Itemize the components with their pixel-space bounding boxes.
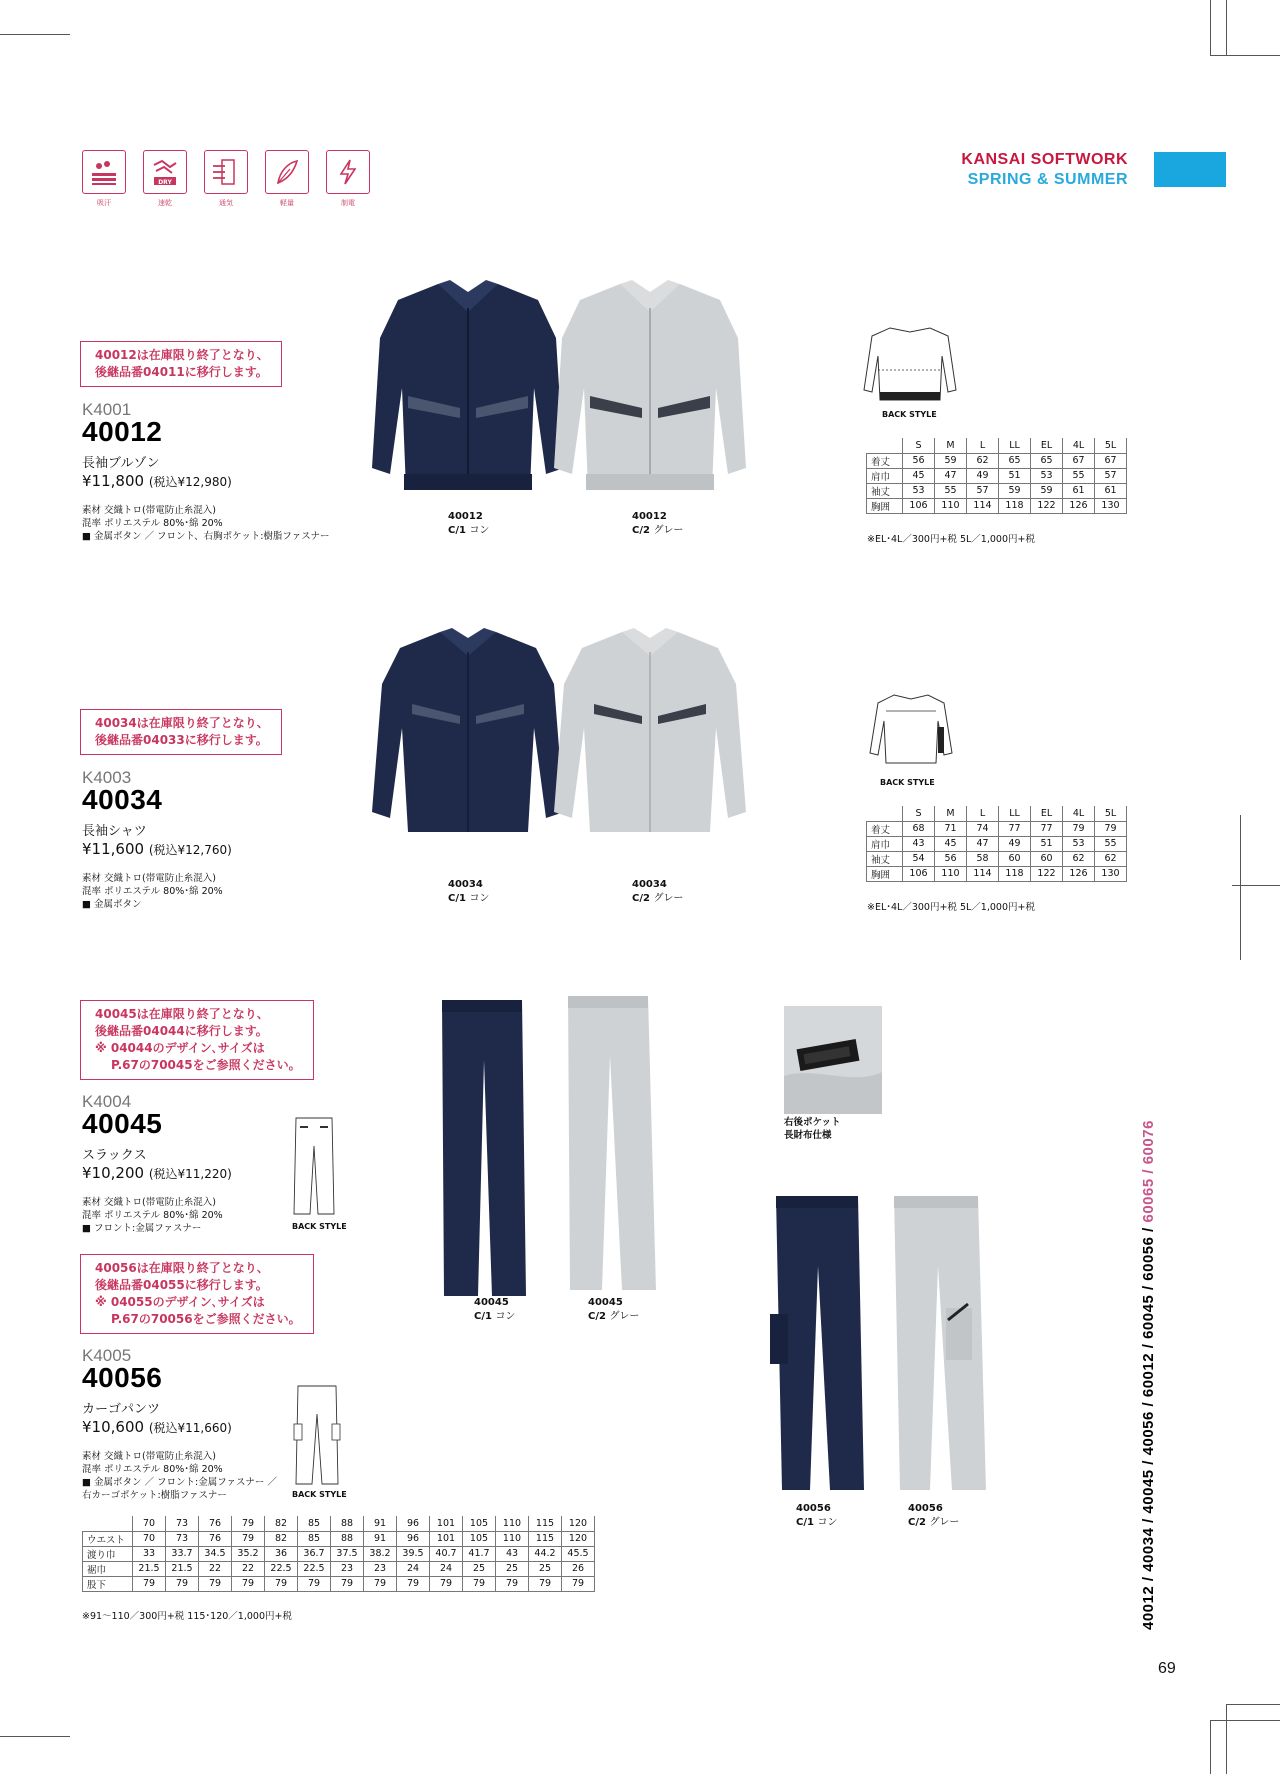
shirt-navy-image: [368, 628, 568, 838]
size-table-pants: [82, 1516, 595, 1592]
size-cell: 41.7: [463, 1546, 496, 1561]
back-style-label: BACK STYLE: [292, 1490, 347, 1499]
size-cell: 57: [967, 483, 999, 498]
size-cell: 79: [232, 1531, 265, 1546]
size-cell: 37.5: [331, 1546, 364, 1561]
size-row-label: ウエスト: [83, 1531, 133, 1546]
section-color-tab: [1154, 152, 1226, 187]
product-spec: 素材 交織トロ(帯電防止糸混入) 混率 ポリエステル 80%･綿 20% ■ フロント:金属ファスナー: [82, 1197, 223, 1234]
size-row-label: 胸囲: [867, 866, 903, 881]
size-cell: 33.7: [166, 1546, 199, 1561]
size-cell: 22: [232, 1561, 265, 1576]
feature-icons: [82, 150, 370, 208]
feature-breathable: 通気: [204, 150, 248, 208]
lightweight-icon: [265, 150, 309, 194]
brand-header: [961, 150, 1128, 190]
product-number: 40056: [82, 1362, 163, 1393]
size-cell: 62: [1063, 851, 1095, 866]
size-cell: 24: [430, 1561, 463, 1576]
size-cell: 55: [1063, 468, 1095, 483]
size-cell: 34.5: [199, 1546, 232, 1561]
caption-40045-navy: 40045 C/1 コン: [474, 1297, 516, 1322]
size-note-pants: ※91～110／300円+税 115･120／1,000円+税: [82, 1611, 292, 1622]
size-cell: 56: [903, 453, 935, 468]
size-cell: 35.2: [232, 1546, 265, 1561]
size-row-label: 肩巾: [867, 468, 903, 483]
caption-40012-navy: 40012 C/1 コン: [448, 511, 490, 536]
size-cell: 62: [967, 453, 999, 468]
size-cell: 79: [1063, 821, 1095, 836]
product-spec: 素材 交織トロ(帯電防止糸混入) 混率 ポリエステル 80%･綿 20% ■ 金属ボタン ／ フロント:金属ファスナー ／ 右カーゴポケット:樹脂ファスナー: [82, 1451, 277, 1501]
size-cell: 110: [935, 498, 967, 513]
crop-mark: [1210, 1720, 1211, 1774]
caption-40034-grey: 40034 C/2 グレー: [632, 879, 684, 904]
size-cell: 79: [133, 1576, 166, 1591]
size-table-row: [867, 836, 1127, 851]
cargo-navy-image: [768, 1196, 878, 1496]
size-table-row: [867, 866, 1127, 881]
size-cell: 25: [463, 1561, 496, 1576]
size-cell: 79: [298, 1576, 331, 1591]
size-cell: 122: [1031, 866, 1063, 881]
caption-40056-grey: 40056 C/2 グレー: [908, 1503, 960, 1528]
back-style-cargo-drawing: [292, 1384, 342, 1486]
size-header-cell: 73: [166, 1516, 199, 1531]
size-cell: 55: [1095, 836, 1127, 851]
crop-mark: [0, 1736, 70, 1737]
size-header-cell: M: [935, 806, 967, 821]
size-cell: 21.5: [166, 1561, 199, 1576]
size-cell: 44.2: [529, 1546, 562, 1561]
size-table-row: [867, 468, 1127, 483]
size-table-row: [83, 1576, 595, 1591]
size-cell: 77: [1031, 821, 1063, 836]
size-row-label: 袖丈: [867, 851, 903, 866]
size-cell: 88: [331, 1531, 364, 1546]
size-cell: 47: [967, 836, 999, 851]
size-cell: 118: [999, 866, 1031, 881]
size-note-40034: ※EL･4L／300円+税 5L／1,000円+税: [867, 902, 1035, 913]
size-cell: 79: [166, 1576, 199, 1591]
crop-mark: [1232, 885, 1280, 886]
size-cell: 51: [999, 468, 1031, 483]
product-code: K4003: [82, 768, 132, 787]
back-style-label: BACK STYLE: [882, 410, 937, 419]
size-row-label: 胸囲: [867, 498, 903, 513]
size-cell: 36.7: [298, 1546, 331, 1561]
size-cell: 23: [364, 1561, 397, 1576]
size-cell: 76: [199, 1531, 232, 1546]
product-name: 長袖シャツ: [82, 824, 147, 839]
size-cell: 47: [935, 468, 967, 483]
size-cell: 67: [1095, 453, 1127, 468]
size-cell: 36: [265, 1546, 298, 1561]
feature-antistatic: 制電: [326, 150, 370, 208]
size-header-cell: 5L: [1095, 438, 1127, 453]
size-note-40012: ※EL･4L／300円+税 5L／1,000円+税: [867, 534, 1035, 545]
size-table-row: [867, 821, 1127, 836]
product-number: 40012: [82, 416, 163, 447]
product-name: カーゴパンツ: [82, 1402, 161, 1417]
size-table-row: [867, 498, 1127, 513]
size-cell: 57: [1095, 468, 1127, 483]
caption-40012-grey: 40012 C/2 グレー: [632, 511, 684, 536]
size-cell: 21.5: [133, 1561, 166, 1576]
size-cell: 65: [999, 453, 1031, 468]
crop-mark: [1226, 1704, 1227, 1774]
size-cell: 126: [1063, 498, 1095, 513]
size-cell: 79: [331, 1576, 364, 1591]
back-style-label: BACK STYLE: [880, 778, 935, 787]
size-cell: 54: [903, 851, 935, 866]
jacket-navy-image: [368, 278, 568, 498]
back-pocket-detail-image: [784, 1006, 882, 1114]
size-header-cell: 70: [133, 1516, 166, 1531]
size-cell: 33: [133, 1546, 166, 1561]
size-header-cell: 4L: [1063, 806, 1095, 821]
size-table-row: [83, 1546, 595, 1561]
size-cell: 38.2: [364, 1546, 397, 1561]
crop-mark: [0, 34, 70, 35]
size-cell: 79: [430, 1576, 463, 1591]
back-style-label: BACK STYLE: [292, 1222, 347, 1231]
size-cell: 79: [397, 1576, 430, 1591]
size-cell: 22.5: [298, 1561, 331, 1576]
size-header-cell: L: [967, 806, 999, 821]
product-name: スラックス: [82, 1148, 147, 1163]
size-header-cell: 4L: [1063, 438, 1095, 453]
size-cell: 91: [364, 1531, 397, 1546]
size-cell: 118: [999, 498, 1031, 513]
quick-dry-icon: [143, 150, 187, 194]
caption-40056-navy: 40056 C/1 コン: [796, 1503, 838, 1528]
crop-mark: [1210, 0, 1211, 55]
size-cell: 61: [1063, 483, 1095, 498]
size-cell: 79: [199, 1576, 232, 1591]
size-cell: 85: [298, 1531, 331, 1546]
shirt-grey-image: [550, 628, 750, 838]
product-number: 40034: [82, 784, 163, 815]
size-cell: 22.5: [265, 1561, 298, 1576]
back-style-jacket-drawing: [860, 326, 960, 404]
size-cell: 53: [1031, 468, 1063, 483]
size-header-cell: S: [903, 438, 935, 453]
size-table-row: [867, 453, 1127, 468]
product-number: 40045: [82, 1108, 163, 1139]
size-cell: 45: [903, 468, 935, 483]
size-table-row: [867, 851, 1127, 866]
product-price: ¥11,800 (税込¥12,980): [82, 472, 232, 490]
size-cell: 114: [967, 498, 999, 513]
slacks-grey-image: [560, 996, 660, 1296]
crop-mark: [1226, 1704, 1280, 1705]
product-price: ¥10,600 (税込¥11,660): [82, 1418, 232, 1436]
size-cell: 53: [903, 483, 935, 498]
product-spec: 素材 交織トロ(帯電防止糸混入) 混率 ポリエステル 80%･綿 20% ■ 金属ボタン: [82, 873, 223, 910]
size-table-header: [83, 1516, 595, 1531]
size-table-row: [83, 1561, 595, 1576]
size-cell: 70: [133, 1531, 166, 1546]
size-cell: 120: [562, 1531, 595, 1546]
size-cell: 62: [1095, 851, 1127, 866]
size-cell: 130: [1095, 866, 1127, 881]
size-cell: 82: [265, 1531, 298, 1546]
size-header-corner: [867, 806, 903, 821]
size-cell: 114: [967, 866, 999, 881]
size-header-cell: 115: [529, 1516, 562, 1531]
size-cell: 79: [265, 1576, 298, 1591]
size-header-cell: 120: [562, 1516, 595, 1531]
size-cell: 106: [903, 866, 935, 881]
size-header-cell: 79: [232, 1516, 265, 1531]
size-cell: 24: [397, 1561, 430, 1576]
size-cell: 79: [496, 1576, 529, 1591]
size-header-cell: 82: [265, 1516, 298, 1531]
product-name: 長袖ブルゾン: [82, 456, 160, 471]
size-cell: 60: [1031, 851, 1063, 866]
size-header-corner: [867, 438, 903, 453]
size-table-40034: [866, 806, 1127, 882]
size-cell: 23: [331, 1561, 364, 1576]
discontinued-notice-40056: 40056は在庫限り終了となり、 後継品番04055に移行します。 ※ 04055のデザイン､サイズは P.67の70056をご参照ください。: [80, 1254, 314, 1334]
size-header-cell: 101: [430, 1516, 463, 1531]
size-cell: 79: [529, 1576, 562, 1591]
size-cell: 79: [562, 1576, 595, 1591]
antistatic-icon: [326, 150, 370, 194]
size-table-row: [867, 483, 1127, 498]
product-code: K4001: [82, 400, 132, 419]
crop-mark: [1210, 55, 1280, 56]
size-cell: 110: [496, 1531, 529, 1546]
cargo-grey-image: [886, 1196, 996, 1496]
size-cell: 71: [935, 821, 967, 836]
product-spec: 素材 交織トロ(帯電防止糸混入) 混率 ポリエステル 80%･綿 20% ■ 金属ボタン ／ フロント、右胸ポケット:樹脂ファスナー: [82, 505, 330, 542]
size-cell: 101: [430, 1531, 463, 1546]
jacket-grey-image: [550, 278, 750, 498]
size-cell: 56: [935, 851, 967, 866]
feature-sweat: 吸汗: [82, 150, 126, 208]
size-row-label: 渡り巾: [83, 1546, 133, 1561]
size-cell: 79: [232, 1576, 265, 1591]
size-table-header: [867, 438, 1127, 453]
size-cell: 96: [397, 1531, 430, 1546]
size-cell: 49: [999, 836, 1031, 851]
size-cell: 59: [1031, 483, 1063, 498]
caption-40045-grey: 40045 C/2 グレー: [588, 1297, 640, 1322]
size-row-label: 着丈: [867, 821, 903, 836]
size-cell: 61: [1095, 483, 1127, 498]
side-index: 40012 / 40034 / 40045 / 40056 / 60012 / 60045 / 60056 / 60065 / 60076: [1140, 1120, 1157, 1630]
size-cell: 115: [529, 1531, 562, 1546]
size-header-cell: EL: [1031, 438, 1063, 453]
size-cell: 110: [935, 866, 967, 881]
crop-mark: [1226, 0, 1227, 55]
size-header-cell: 110: [496, 1516, 529, 1531]
product-price: ¥10,200 (税込¥11,220): [82, 1164, 232, 1182]
size-cell: 60: [999, 851, 1031, 866]
size-cell: 77: [999, 821, 1031, 836]
size-cell: 73: [166, 1531, 199, 1546]
size-cell: 68: [903, 821, 935, 836]
size-header-corner: [83, 1516, 133, 1531]
size-cell: 45.5: [562, 1546, 595, 1561]
size-cell: 49: [967, 468, 999, 483]
back-style-shirt-drawing: [866, 693, 956, 765]
size-header-cell: 96: [397, 1516, 430, 1531]
size-header-cell: 105: [463, 1516, 496, 1531]
size-cell: 67: [1063, 453, 1095, 468]
feature-quickdry: DRY 速乾: [143, 150, 187, 208]
size-table-row: [83, 1531, 595, 1546]
caption-40034-navy: 40034 C/1 コン: [448, 879, 490, 904]
size-cell: 126: [1063, 866, 1095, 881]
size-cell: 39.5: [397, 1546, 430, 1561]
size-cell: 25: [496, 1561, 529, 1576]
size-header-cell: LL: [999, 438, 1031, 453]
product-code: K4005: [82, 1346, 132, 1365]
size-row-label: 股下: [83, 1576, 133, 1591]
dry-badge: DRY: [158, 179, 172, 186]
size-cell: 59: [935, 453, 967, 468]
product-code: K4004: [82, 1092, 132, 1111]
size-cell: 40.7: [430, 1546, 463, 1561]
sweat-absorb-icon: [82, 150, 126, 194]
size-cell: 22: [199, 1561, 232, 1576]
slacks-navy-image: [438, 1000, 528, 1302]
size-header-cell: 85: [298, 1516, 331, 1531]
size-table-40012: [866, 438, 1127, 514]
size-cell: 130: [1095, 498, 1127, 513]
size-header-cell: 88: [331, 1516, 364, 1531]
size-cell: 53: [1063, 836, 1095, 851]
size-cell: 65: [1031, 453, 1063, 468]
page-number: 69: [1158, 1660, 1176, 1677]
size-cell: 79: [1095, 821, 1127, 836]
size-cell: 106: [903, 498, 935, 513]
size-header-cell: 91: [364, 1516, 397, 1531]
feature-lightweight: 軽量: [265, 150, 309, 208]
size-cell: 51: [1031, 836, 1063, 851]
size-header-cell: LL: [999, 806, 1031, 821]
size-cell: 45: [935, 836, 967, 851]
size-cell: 26: [562, 1561, 595, 1576]
crop-mark: [1240, 815, 1241, 960]
size-header-cell: EL: [1031, 806, 1063, 821]
crop-mark: [1210, 1720, 1280, 1721]
detail-caption: 右後ポケット 長財布仕様: [784, 1117, 841, 1141]
size-header-cell: 5L: [1095, 806, 1127, 821]
discontinued-notice-40045: 40045は在庫限り終了となり、 後継品番04044に移行します。 ※ 04044のデザイン､サイズは P.67の70045をご参照ください。: [80, 1000, 314, 1080]
size-row-label: 肩巾: [867, 836, 903, 851]
size-row-label: 着丈: [867, 453, 903, 468]
size-header-cell: M: [935, 438, 967, 453]
size-cell: 25: [529, 1561, 562, 1576]
size-header-cell: L: [967, 438, 999, 453]
discontinued-notice-40012: 40012は在庫限り終了となり、 後継品番04011に移行します。: [80, 341, 282, 387]
product-price: ¥11,600 (税込¥12,760): [82, 840, 232, 858]
size-cell: 79: [463, 1576, 496, 1591]
size-cell: 74: [967, 821, 999, 836]
brand-title: KANSAI SOFTWORK: [961, 151, 1128, 168]
size-cell: 58: [967, 851, 999, 866]
size-header-cell: 76: [199, 1516, 232, 1531]
size-cell: 105: [463, 1531, 496, 1546]
size-cell: 79: [364, 1576, 397, 1591]
size-header-cell: S: [903, 806, 935, 821]
back-style-slacks-drawing: [292, 1116, 336, 1216]
size-row-label: 裾巾: [83, 1561, 133, 1576]
brand-season: SPRING & SUMMER: [967, 171, 1128, 188]
size-cell: 43: [496, 1546, 529, 1561]
size-cell: 55: [935, 483, 967, 498]
size-cell: 43: [903, 836, 935, 851]
size-row-label: 袖丈: [867, 483, 903, 498]
discontinued-notice-40034: 40034は在庫限り終了となり、 後継品番04033に移行します。: [80, 709, 282, 755]
size-cell: 59: [999, 483, 1031, 498]
size-table-header: [867, 806, 1127, 821]
size-cell: 122: [1031, 498, 1063, 513]
breathable-icon: [204, 150, 248, 194]
